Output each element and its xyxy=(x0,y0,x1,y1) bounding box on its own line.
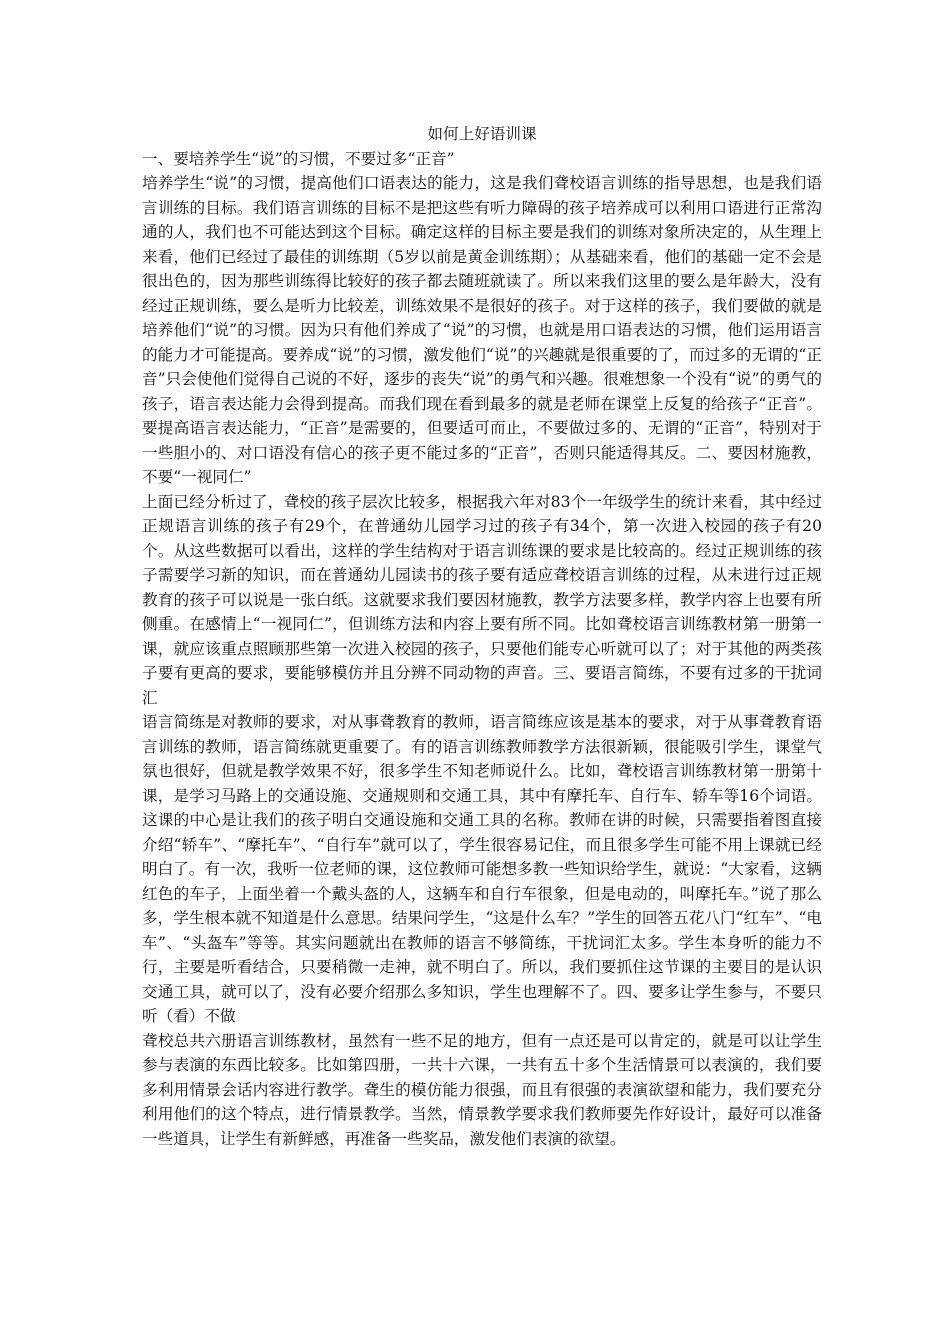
document-body xyxy=(142,122,822,1151)
paragraph-4: 聋校总共六册语言训练教材，虽然有一些不足的地方，但有一点还是可以肯定的，就是可以让学生参与表演的东西比较多。比如第四册，一共十六课，一共有五十多个生活情景可以表演的，我们要多利用情景会话内容进行教学。聋生的模仿能力很强，而且有很强的表演欲望和能力，我们要充分利用他们的这个特点，进行情景教学。当然，情景教学要求我们教师要先作好设计，最好可以准备一些道具，让学生有新鲜感，再准备一些奖品，激发他们表演的欲望。 xyxy=(142,1031,822,1148)
paragraph-2: 上面已经分析过了，聋校的孩子层次比较多，根据我六年对83个一年级学生的统计来看，其中经过正规语言训练的孩子有29个，在普通幼儿园学习过的孩子有34个，第一次进入校园的孩子有20个。从这些数据可以看出，这样的学生结构对于语言训练课的要求是比较高的。经过正规训练的孩子需要学习新的知识，而在普通幼儿园读书的孩子要有适应聋校语言训练的过程，从未进行过正规教育的孩子可以说是一张白纸。这就要求我们要因材施教，教学方法要多样，教学内容上也要有所侧重。在感情上“一视同仁”，但训练方法和内容上要有所不同。比如聋校语言训练教材第一册第一课，就应该重点照顾那些第一次进入校园的孩子，只要他们能专心听就可以了；对于其他的两类孩子要有更高的要求，要能够模仿并且分辨不同动物的声音。三、要语言简练，不要有过多的干扰词汇 xyxy=(142,492,822,707)
section-heading-1: 一、要培养学生“说”的习惯，不要过多“正音” xyxy=(142,149,455,168)
document-title: 如何上好语训课 xyxy=(427,125,537,143)
paragraph-3: 语言简练是对教师的要求，对从事聋教育的教师，语言简练应该是基本的要求，对于从事聋教育语言训练的教师，语言简练就更重要了。有的语言训练教师教学方法很新颖，很能吸引学生，课堂气氛也很好，但就是教学效果不好，很多学生不知老师说什么。比如，聋校语言训练教材第一册第十课，是学习马路上的交通设施、交通规则和交通工具，其中有摩托车、自行车、轿车等16个词语。这课的中心是让我们的孩子明白交通设施和交通工具的名称。教师在讲的时候，只需要指着图直接介绍“轿车”、“摩托车”、“自行车”就可以了，学生很容易记住，而且很多学生可能不用上课就已经明白了。有一次，我听一位老师的课，这位教师可能想多教一些知识给学生，就说：“大家看，这辆红色的车子，上面坐着一个戴头盔的人，这辆车和自行车很象，但是电动的，叫摩托车。”说了那么多，学生根本就不知道是什么意思。结果问学生，“这是什么车？”学生的回答五花八门“红车”、“电车”、“头盔车”等等。其实问题就出在教师的语言不够简练，干扰词汇太多。学生本身听的能力不行，主要是听看结合，只要稍微一走神，就不明白了。所以，我们要抓住这节课的主要目的是认识交通工具，就可以了，没有必要介绍那么多知识，学生也理解不了。四、要多让学生参与，不要只听（看）不做 xyxy=(142,713,822,1025)
paragraph-1: 培养学生“说”的习惯，提高他们口语表达的能力，这是我们聋校语言训练的指导思想，也是我们语言训练的目标。我们语言训练的目标不是把这些有听力障碍的孩子培养成可以利用口语进行正常沟通的人，我们也不可能达到这个目标。确定这样的目标主要是我们的训练对象所决定的，从生理上来看，他们已经过了最佳的训练期（5岁以前是黄金训练期）；从基础来看，他们的基础一定不会是很出色的，因为那些训练得比较好的孩子都去随班就读了。所以来我们这里的要么是年龄大，没有经过正规训练，要么是听力比较差，训练效果不是很好的孩子。对于这样的孩子，我们要做的就是培养他们“说”的习惯。因为只有他们养成了“说”的习惯，也就是用口语表达的习惯，他们运用语言的能力才可能提高。要养成“说”的习惯，激发他们“说”的兴趣就是很重要的了，而过多的无谓的“正音”只会使他们觉得自己说的不好，逐步的丧失“说”的勇气和兴趣。很难想象一个没有“说”的勇气的孩子，语言表达能力会得到提高。而我们现在看到最多的就是老师在课堂上反复的给孩子“正音”。要提高语言表达能力，“正音”是需要的，但要适可而止，不要做过多的、无谓的“正音”，特别对于一些胆小的、对口语没有信心的孩子更不能过多的“正音”，否则只能适得其反。二、要因材施教，不要“一视同仁” xyxy=(142,174,822,486)
